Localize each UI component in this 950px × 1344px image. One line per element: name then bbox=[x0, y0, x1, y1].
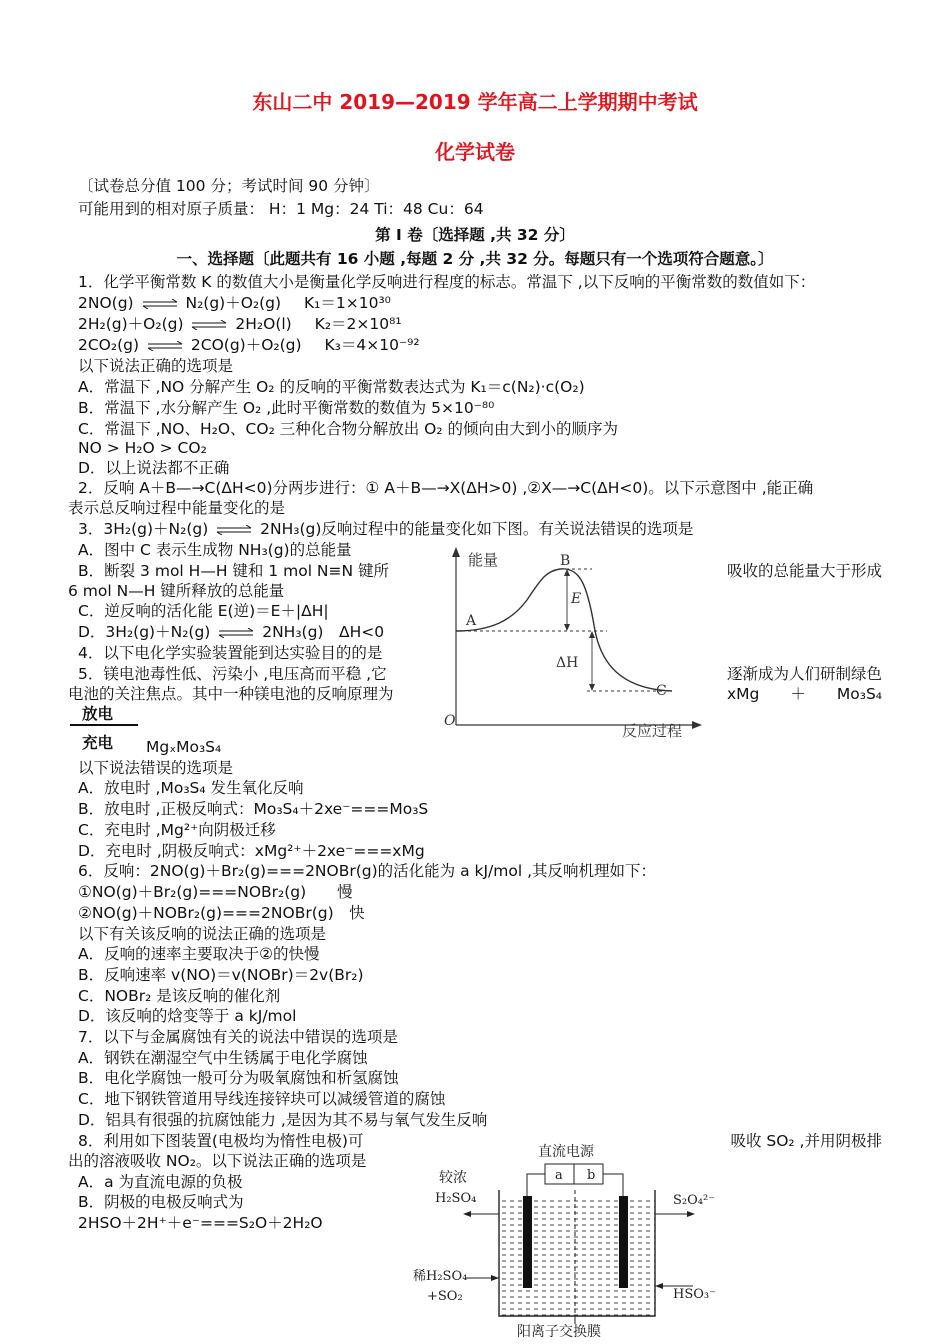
q6-option-c: C．NOBr₂ 是该反响的催化剂 bbox=[78, 987, 281, 1005]
dh-label: ΔH bbox=[556, 655, 579, 671]
q5-option-d: D．充电时 ,阴极反响式：xMg²⁺＋2xe⁻===xMg bbox=[78, 842, 425, 860]
e-label: E bbox=[571, 591, 582, 607]
point-b-label: B bbox=[560, 553, 571, 569]
q4-stem: 4．以下电化学实验装置能到达实验目的的是 bbox=[78, 644, 383, 662]
q7-option-d: D．铝具有很强的抗腐蚀能力 ,是因为其不易与氧气发生反响 bbox=[78, 1111, 488, 1129]
q3-option-c: C．逆反响的活化能 E(逆)＝E＋|ΔH| bbox=[78, 602, 329, 620]
q5-stem: 5．镁电池毒性低、污染小 ,电压高而平稳 ,它 bbox=[78, 665, 387, 683]
equilibrium-arrow-icon bbox=[218, 628, 254, 638]
terminal-a-label: a bbox=[555, 1168, 563, 1183]
q1-equation-2 bbox=[78, 314, 402, 334]
eq-right: 2NH₃(g)反响过程中的能量变化如下图。有关说法错误的选项是 bbox=[260, 520, 694, 538]
point-c-label: C bbox=[656, 683, 667, 699]
right-in-arrow-icon bbox=[655, 1283, 663, 1289]
q5-option-a: A．放电时 ,Mo₃S₄ 发生氧化反响 bbox=[78, 779, 304, 797]
x-axis-label: 反应过程 bbox=[622, 722, 683, 740]
page-subtitle: 化学试卷 bbox=[435, 140, 515, 164]
q8-stem-cont: 出的溶液吸收 NO₂。以下说法正确的选项是 bbox=[68, 1152, 367, 1170]
reaction-arrow-line bbox=[70, 724, 138, 726]
q2-stem-cont: 表示总反响过程中能量变化的是 bbox=[68, 499, 286, 517]
left-in-arrow-icon bbox=[491, 1275, 499, 1281]
q6-option-d: D．该反响的焓变等于 a kJ/mol bbox=[78, 1007, 297, 1025]
eq-right: 2NH₃(g) ΔH<0 bbox=[262, 623, 385, 641]
right-electrode bbox=[619, 1196, 628, 1288]
q1-option-c-cont: NO > H₂O > CO₂ bbox=[78, 439, 207, 457]
hso3-label: HSO₃⁻ bbox=[673, 1287, 716, 1302]
atomic-mass-info: 可能用到的相对原子质量： H：1 Mg：24 Ti：48 Cu：64 bbox=[78, 200, 484, 218]
wire-right bbox=[603, 1174, 623, 1198]
q1-option-b: B．常温下 ,水分解产生 O₂ ,此时平衡常数的数值为 5×10⁻⁸⁰ bbox=[78, 399, 495, 417]
q1-ask: 以下说法正确的选项是 bbox=[78, 357, 234, 375]
eq-right: 2H₂O(l) bbox=[235, 315, 292, 333]
charge-label: 充电 bbox=[82, 734, 114, 752]
eq-k: K₃＝4×10⁻⁹² bbox=[324, 336, 420, 354]
q5-stem-cont-right: xMg ＋ Mo₃S₄ bbox=[726, 685, 882, 703]
q3-stem bbox=[78, 519, 693, 539]
q6-step-2: ②NO(g)＋NOBr₂(g)===2NOBr(g) 快 bbox=[78, 904, 365, 922]
q1-option-d: D．以上说法都不正确 bbox=[78, 459, 230, 477]
q1-option-c: C．常温下 ,NO、H₂O、CO₂ 三种化合物分解放出 O₂ 的倾向由大到小的顺序为 bbox=[78, 420, 618, 438]
electrolyte bbox=[499, 1196, 655, 1316]
conc-h2so4-formula: H₂SO₄ bbox=[435, 1191, 477, 1206]
membrane-label: 阳离子交换膜 bbox=[517, 1324, 601, 1338]
wire-left bbox=[527, 1174, 545, 1198]
right-out-arrow-icon bbox=[687, 1211, 695, 1217]
left-out-arrow-icon bbox=[463, 1211, 471, 1217]
discharge-label: 放电 bbox=[82, 705, 114, 723]
q7-stem: 7．以下与金属腐蚀有关的说法中错误的选项是 bbox=[78, 1028, 398, 1046]
q7-option-c: C．地下钢铁管道用导线连接锌块可以减缓管道的腐蚀 bbox=[78, 1090, 446, 1108]
part-heading: 第 I 卷〔选择题 ,共 32 分〕 bbox=[375, 226, 575, 244]
q6-step-1: ①NO(g)＋Br₂(g)===NOBr₂(g) 慢 bbox=[78, 883, 353, 901]
q1-equation-1 bbox=[78, 293, 391, 313]
q7-option-a: A．钢铁在潮湿空气中生锈属于电化学腐蚀 bbox=[78, 1049, 368, 1067]
q6-option-b: B．反响速率 v(NO)＝v(NOBr)＝2v(Br₂) bbox=[78, 966, 364, 984]
eq-k: K₂＝2×10⁸¹ bbox=[314, 315, 402, 333]
section-instruction: 一、选择题〔此题共有 16 小题 ,每题 2 分 ,共 32 分。每题只有一个选项符合题意。〕 bbox=[176, 250, 774, 268]
q5-product: MgₓMo₃S₄ bbox=[146, 738, 222, 756]
s2o4-label: S₂O₄²⁻ bbox=[673, 1193, 716, 1208]
equilibrium-arrow-icon bbox=[216, 525, 252, 535]
q1-equation-3 bbox=[78, 335, 420, 355]
q3-option-b-right: 吸收的总能量大于形成 bbox=[726, 562, 882, 580]
y-axis-label: 能量 bbox=[468, 551, 499, 569]
left-electrode bbox=[523, 1196, 532, 1288]
q2-stem: 2．反响 A＋B—→C(ΔH<0)分两步进行：① A＋B—→X(ΔH>0) ,②X—→C(ΔH<0)。以下示意图中 ,能正确 bbox=[78, 479, 814, 497]
q8-option-a: A．a 为直流电源的负极 bbox=[78, 1173, 243, 1191]
dilute-h2so4-label: 稀H₂SO₄ bbox=[413, 1269, 468, 1284]
origin-label: O bbox=[444, 713, 456, 729]
q6-option-a: A．反响的速率主要取决于②的快慢 bbox=[78, 945, 320, 963]
q8-option-b-cont: 2HSO＋2H⁺＋e⁻===S₂O＋2H₂O bbox=[78, 1214, 323, 1232]
q5-stem-right: 逐渐成为人们研制绿色 bbox=[726, 665, 882, 683]
q8-stem: 8．利用如下图装置(电极均为惰性电极)可 bbox=[78, 1132, 364, 1150]
q7-option-b: B．电化学腐蚀一般可分为吸氧腐蚀和析氢腐蚀 bbox=[78, 1069, 399, 1087]
q3-option-d bbox=[78, 622, 384, 642]
point-a-label: A bbox=[466, 613, 477, 629]
conc-h2so4-label: 较浓 bbox=[439, 1170, 467, 1186]
equilibrium-arrow-icon bbox=[142, 299, 178, 309]
electrolysis-diagram bbox=[405, 1138, 730, 1338]
q5-ask: 以下说法错误的选项是 bbox=[78, 759, 234, 777]
q5-stem-cont: 电池的关注焦点。其中一种镁电池的反响原理为 bbox=[68, 685, 394, 703]
energy-diagram bbox=[432, 545, 704, 743]
eq-left: D．3H₂(g)＋N₂(g) bbox=[78, 623, 211, 641]
terminal-b-label: b bbox=[587, 1168, 596, 1183]
q1-option-a: A．常温下 ,NO 分解产生 O₂ 的反响的平衡常数表达式为 K₁＝c(N₂)·c(O₂) bbox=[78, 378, 585, 396]
q3-option-a: A．图中 C 表示生成物 NH₃(g)的总能量 bbox=[78, 541, 352, 559]
exam-info: 〔试卷总分值 100 分；考试时间 90 分钟〕 bbox=[78, 177, 380, 195]
q8-stem-right: 吸收 SO₂ ,并用阴极排 bbox=[730, 1132, 882, 1150]
equilibrium-arrow-icon bbox=[191, 320, 227, 330]
q5-option-b: B．放电时 ,正极反响式：Mo₃S₄＋2xe⁻===Mo₃S bbox=[78, 800, 429, 818]
eq-left: 2H₂(g)＋O₂(g) bbox=[78, 315, 184, 333]
eq-right: N₂(g)＋O₂(g) bbox=[185, 294, 282, 312]
q8-option-b: B．阴极的电极反响式为 bbox=[78, 1193, 244, 1211]
so2-label: +SO₂ bbox=[427, 1289, 463, 1304]
equilibrium-arrow-icon bbox=[147, 341, 183, 351]
page-title: 东山二中 2019—2019 学年高二上学期期中考试 bbox=[252, 90, 698, 114]
eq-right: 2CO(g)＋O₂(g) bbox=[190, 336, 302, 354]
power-source-label: 直流电源 bbox=[538, 1144, 594, 1160]
eq-k: K₁＝1×10³⁰ bbox=[304, 294, 391, 312]
eq-left: 3．3H₂(g)＋N₂(g) bbox=[78, 520, 209, 538]
q6-ask: 以下有关该反响的说法正确的选项是 bbox=[78, 925, 327, 943]
q3-option-b: B．断裂 3 mol H—H 键和 1 mol N≡N 键所 bbox=[78, 562, 390, 580]
eq-left: 2CO₂(g) bbox=[78, 336, 140, 354]
q3-option-b-cont: 6 mol N—H 键所释放的总能量 bbox=[68, 582, 285, 600]
q5-option-c: C．充电时 ,Mg²⁺向阴极迁移 bbox=[78, 821, 276, 839]
q6-stem: 6．反响：2NO(g)＋Br₂(g)===2NOBr(g)的活化能为 a kJ/mol ,其反响机理如下： bbox=[78, 862, 657, 880]
q1-stem: 1．化学平衡常数 K 的数值大小是衡量化学反响进行程度的标志。常温下 ,以下反响的平衡常数的数值如下： bbox=[78, 273, 816, 291]
eq-left: 2NO(g) bbox=[78, 294, 134, 312]
